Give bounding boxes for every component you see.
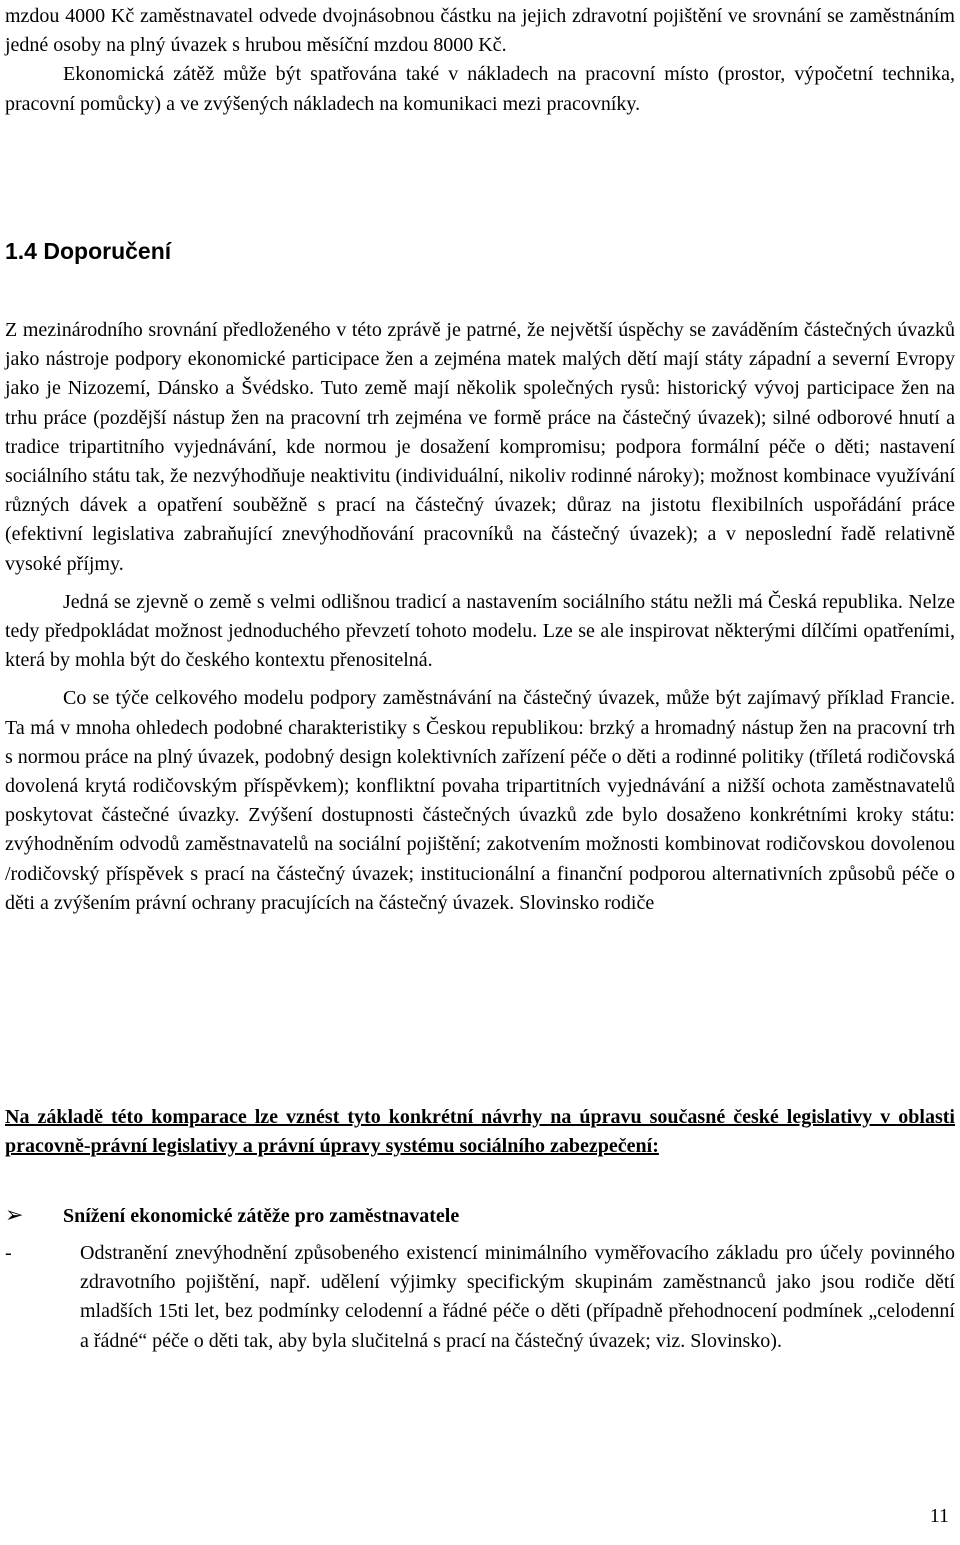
paragraph-france-example: Co se týče celkového modelu podpory zaměstnávání na částečný úvazek, může být zajímavý příklad Francie. Ta má v mnoha ohledech podobné charakteristiky s Českou republikou: brzký a hromadný nástup žen na pracovní trh s normou práce na plný úvazek, podobný design kolektivních zařízení péče o děti a rodinné politiky (tříletá rodičovská dovolená krytá rodičovským příspěvkem); konfliktní povaha tripartitních vyjednávání a nižší ochota zaměstnavatelů poskytovat částečné úvazky. Zvýšení dostupnosti částečných úvazků zde bylo dosaženo konkrétními kroky státu: zvýhodněním odvodů zaměstnavatelů na sociální pojištění; zakotvením možnosti kombinovat rodičovskou dovolenou /rodičovský příspěvek s prací na částečný úvazek; institucionální a finanční podporou alternativních způsobů péče o děti a zvýšením právní ochrany pracujících na částečný úvazek. Slovinsko rodiče xyxy=(5,687,955,914)
dash-marker: - xyxy=(5,1242,12,1264)
intro-paragraph-continued: mzdou 4000 Kč zaměstnavatel odvede dvojnásobnou částku na jejich zdravotní pojištění ve srovnání se zaměstnáním jedné osoby na plný úvazek s hrubou měsíční mzdou 8000 Kč. xyxy=(5,5,955,57)
dash-item-text: Odstranění znevýhodnění způsobeného existencí minimálního vyměřovacího základu pro účely povinného zdravotního pojištění, např. udělení výjimky specifickým skupinám zaměstnanců jako jsou rodiče dětí mladších 15ti let, bez podmínky celodenní a řádné péče o děti (případně přehodnocení podmínek „celodenní a řádné“ péče o děti tak, aby byla slučitelná s prací na částečný úvazek; viz. Slovinsko). xyxy=(80,1242,955,1352)
intro-block xyxy=(5,2,955,119)
intro-paragraph-economic-burden: Ekonomická zátěž může být spatřována také v nákladech na pracovní místo (prostor, výpočetní technika, pracovní pomůcky) a ve zvýšených nákladech na komunikaci mezi pracovníky. xyxy=(5,63,955,115)
page-number: 11 xyxy=(929,1505,949,1527)
paragraph-different-tradition: Jedná se zjevně o země s velmi odlišnou tradicí a nastavením sociálního státu nežli má Česká republika. Nelze tedy předpokládat možnost jednoduchého převzetí tohoto modelu. Lze se ale inspirovat některými dílčími opatřeními, která by mohla být do českého kontextu přenositelná. xyxy=(5,590,955,672)
section-heading: 1.4 Doporučení xyxy=(5,238,172,264)
arrow-bullet-icon: ➢ xyxy=(5,1203,24,1228)
paragraph-international-comparison: Z mezinárodního srovnání předloženého v této zprávě je patrné, že největší úspěchy se zaváděním částečných úvazků jako nástroje podpory ekonomické participace žen a zejména matek malých dětí mají státy západní a severní Evropy jako je Nizozemí, Dánsko a Švédsko. Tuto země mají několik společných rysů: historický vývoj participace žen na trhu práce (pozdější nástup žen na pracovní trh zejména ve formě práce na částečný úvazek); silné odborové hnutí a tradice tripartitního vyjednávání, kde normou je dosažení kompromisu; podpora formální péče o děti; nastavení sociálního státu tak, že nezvýhodňuje neaktivitu (individuální, nikoliv rodinné nároky); možnost kombinace využívání různých dávek a opatření souběžně s prací na částečný úvazek; důraz na jistotu flexibilních uspořádání práce (efektivní legislativa zabraňující znevýhodňování pracovníků na částečný úvazek); a v neposlední řadě relativně vysoké příjmy. xyxy=(5,319,955,575)
proposal-heading: Na základě této komparace lze vznést tyto konkrétní návrhy na úpravu současné české legislativy v oblasti pracovně-právní legislativy a právní úpravy systému sociálního zabezpečení: xyxy=(5,1106,955,1158)
document-page xyxy=(5,0,955,1545)
dash-list-item xyxy=(5,1239,955,1356)
bullet-item-label: Snížení ekonomické zátěže pro zaměstnavatele xyxy=(63,1205,460,1227)
recommendation-body xyxy=(5,316,955,918)
bullet-item xyxy=(5,1201,955,1231)
